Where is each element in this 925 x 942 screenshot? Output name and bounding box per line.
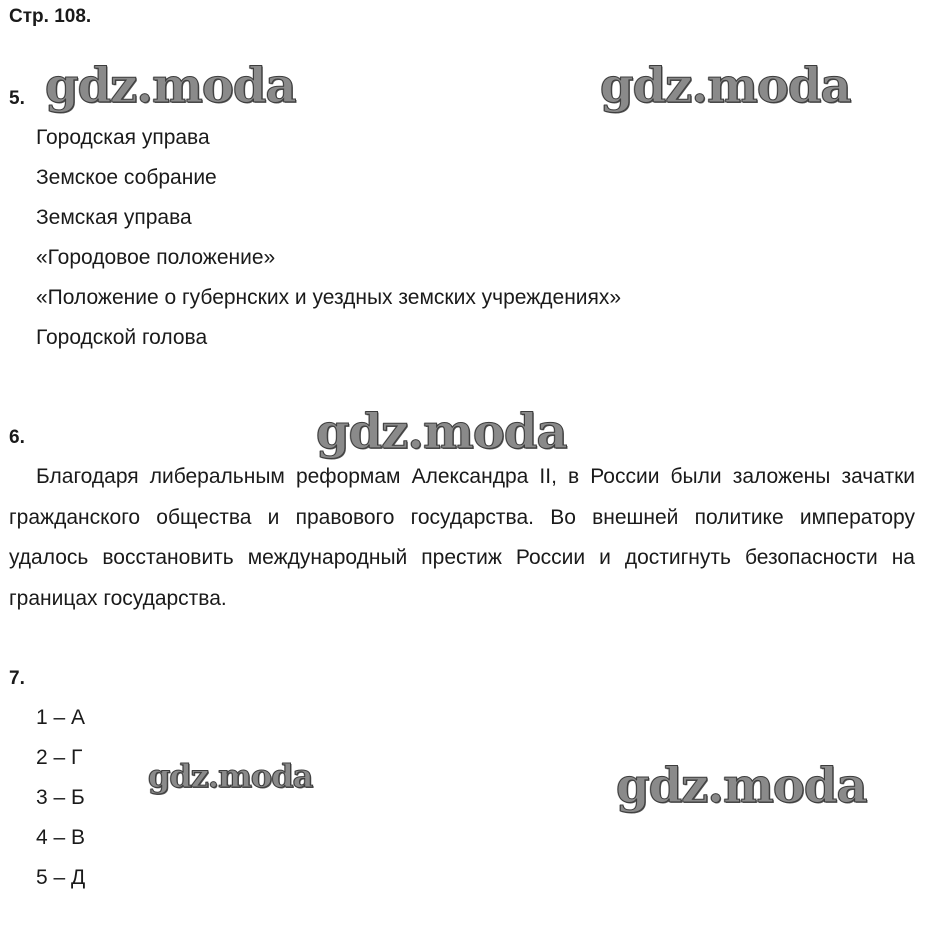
watermark: gdz.moda (148, 757, 313, 795)
task-6-paragraph: Благодаря либеральным реформам Александра II, в России были заложены зачатки гражданского общества и правового государства. Во внешней политике императору удалось восстановить международный престиж России и достигнуть безопасности на границах государства. (9, 465, 915, 610)
list-item: Городская управа (36, 126, 210, 149)
list-item: 5 – Д (36, 866, 86, 889)
watermark: gdz.moda (316, 404, 567, 460)
list-item: 3 – Б (36, 786, 85, 809)
list-item: Земское собрание (36, 166, 217, 189)
list-item: Городской голова (36, 326, 208, 349)
task-5-number: 5. (9, 88, 25, 109)
list-item: «Городовое положение» (36, 246, 276, 269)
task-7-number: 7. (9, 668, 25, 689)
list-item: 2 – Г (36, 746, 83, 769)
page-header: Стр. 108. (9, 6, 92, 27)
list-item: 4 – В (36, 826, 86, 849)
list-item: Земская управа (36, 206, 192, 229)
task-6-number: 6. (9, 427, 25, 448)
task-7-list (36, 698, 85, 898)
watermark: gdz.moda (616, 758, 867, 814)
watermark: gdz.moda (600, 58, 851, 114)
list-item: «Положение о губернских и уездных земских учреждениях» (36, 286, 622, 309)
task-5-list (36, 118, 621, 358)
list-item: 1 – А (36, 706, 86, 729)
watermark: gdz.moda (45, 58, 296, 114)
